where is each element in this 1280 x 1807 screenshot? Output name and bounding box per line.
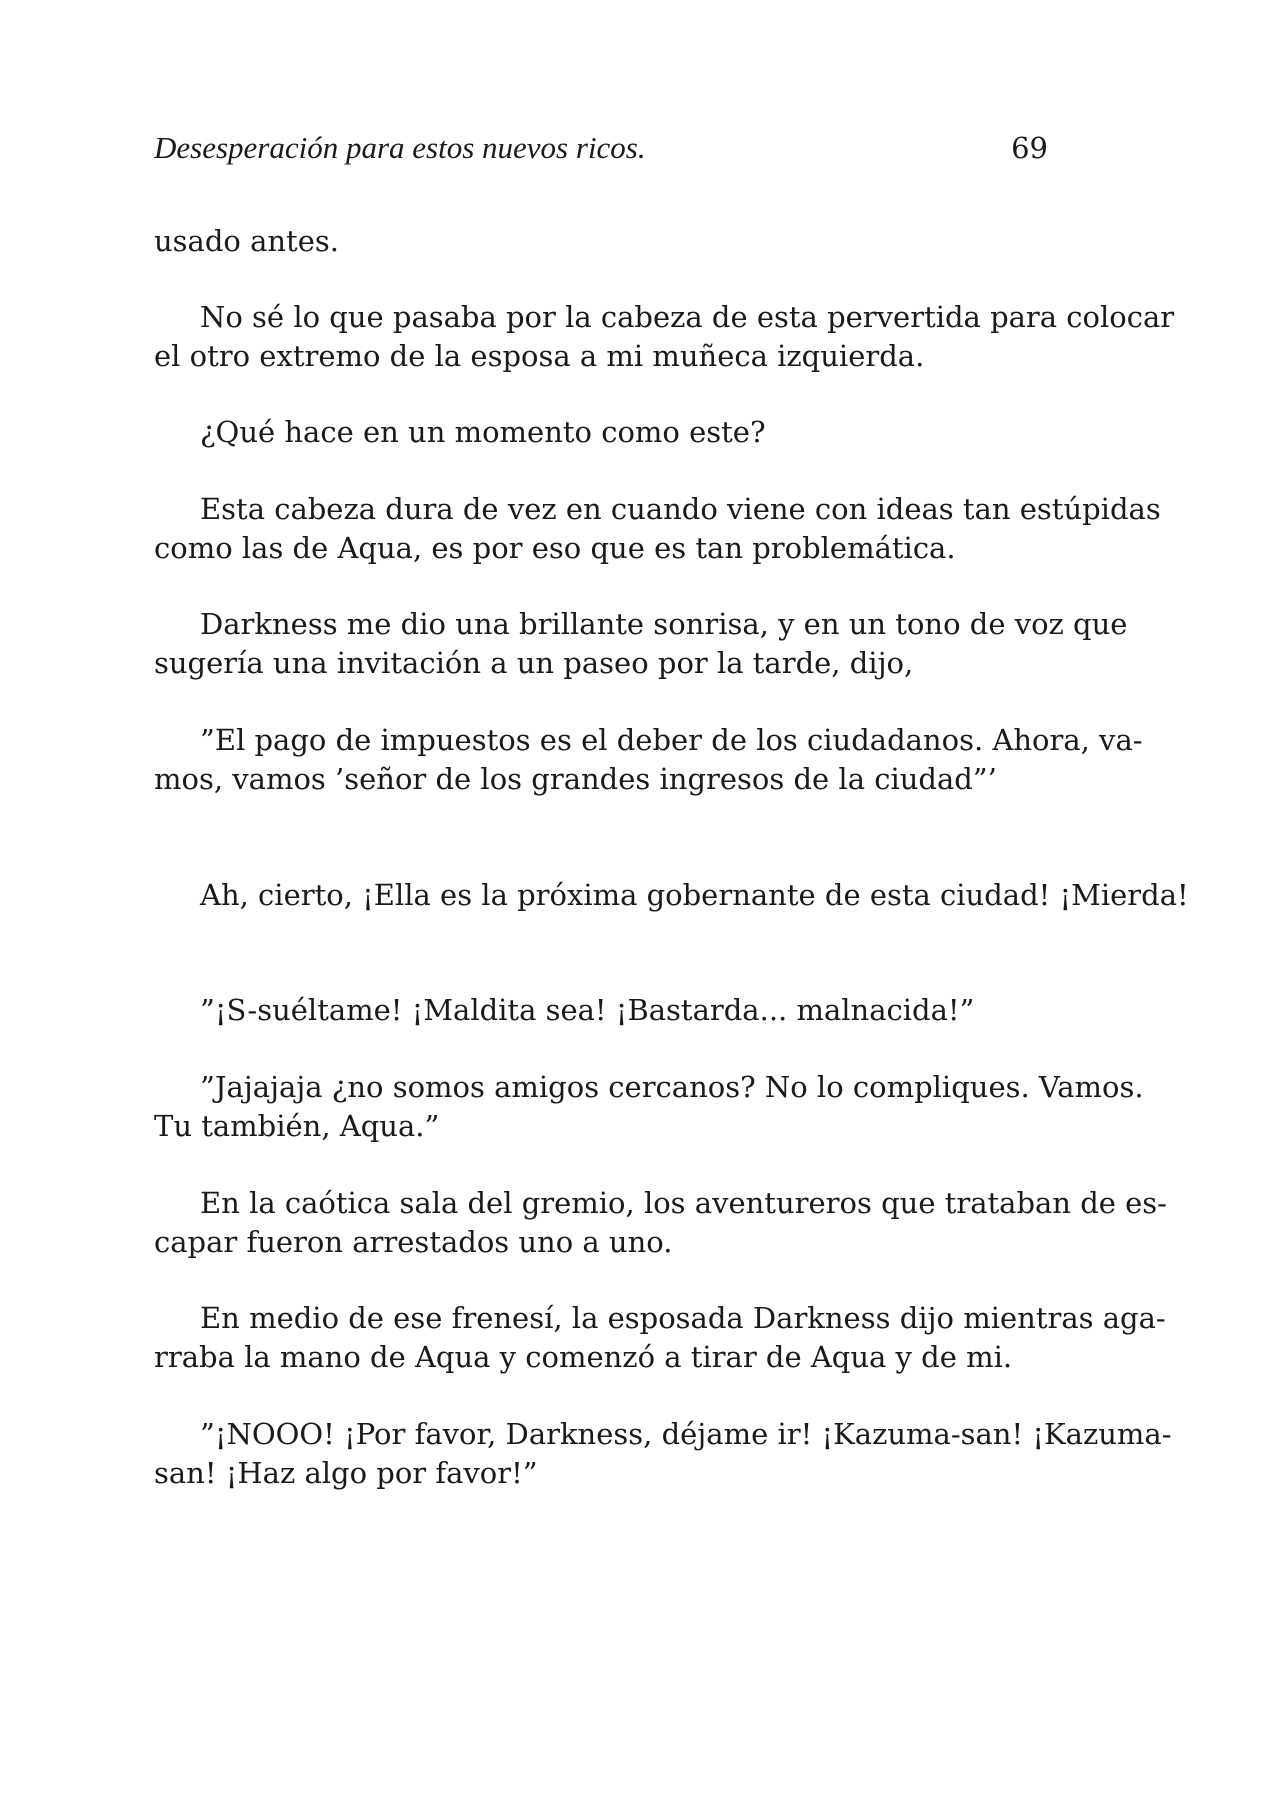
text-line: como las de Aqua, es por eso que es tan problemática. <box>154 530 956 565</box>
text-line: En medio de ese frenesí, la esposada Darkness dijo mientras aga- <box>200 1301 1166 1335</box>
text-line: san! ¡Haz algo por favor!” <box>154 1455 538 1490</box>
paragraph-dialogue <box>154 1415 1172 1492</box>
text-line: ”El pago de impuestos es el deber de los ciudadanos. Ahora, va- <box>200 723 1143 757</box>
chapter-title: Desesperación para estos nuevos ricos. <box>154 130 646 165</box>
paragraph <box>154 876 1189 915</box>
paragraph <box>154 490 1161 567</box>
text-line: ”¡NOOO! ¡Por favor, Darkness, déjame ir! ¡Kazuma-san! ¡Kazuma- <box>200 1417 1172 1451</box>
text-line: el otro extremo de la esposa a mi muñeca izquierda. <box>154 338 925 373</box>
text-line: sugería una invitación a un paseo por la tarde, dijo, <box>154 645 914 680</box>
paragraph-dialogue <box>154 721 1143 798</box>
paragraph <box>154 1184 1167 1261</box>
page-number: 69 <box>1011 131 1048 165</box>
paragraph-dialogue <box>154 991 1050 1030</box>
paragraph-continuation <box>154 222 1050 261</box>
paragraph-dialogue <box>154 1068 1144 1145</box>
text-line: mos, vamos ’señor de los grandes ingresos de la ciudad”’ <box>154 761 997 796</box>
paragraph <box>154 1299 1166 1376</box>
paragraph <box>154 413 1050 452</box>
text-line: Esta cabeza dura de vez en cuando viene con ideas tan estúpidas <box>200 492 1161 526</box>
text-line: No sé lo que pasaba por la cabeza de esta pervertida para colocar <box>200 300 1175 334</box>
text-line: Tu también, Aqua.” <box>154 1108 440 1143</box>
text-line: ¿Qué hace en un momento como este? <box>200 415 766 449</box>
text-line: Darkness me dio una brillante sonrisa, y en un tono de voz que <box>200 607 1128 641</box>
paragraph <box>154 298 1175 375</box>
text-line: En la caótica sala del gremio, los aventureros que trataban de es- <box>200 1186 1167 1220</box>
text-line: usado antes. <box>154 224 339 258</box>
paragraph <box>154 605 1128 682</box>
text-line: Ah, cierto, ¡Ella es la próxima gobernante de esta ciudad! ¡Mierda! <box>200 878 1189 912</box>
text-line: ”¡S-suéltame! ¡Maldita sea! ¡Bastarda... malnacida!” <box>200 993 975 1027</box>
text-line: ”Jajajaja ¿no somos amigos cercanos? No lo compliques. Vamos. <box>200 1070 1144 1104</box>
text-line: capar fueron arrestados uno a uno. <box>154 1224 673 1259</box>
text-line: rraba la mano de Aqua y comenzó a tirar de Aqua y de mi. <box>154 1339 1013 1374</box>
